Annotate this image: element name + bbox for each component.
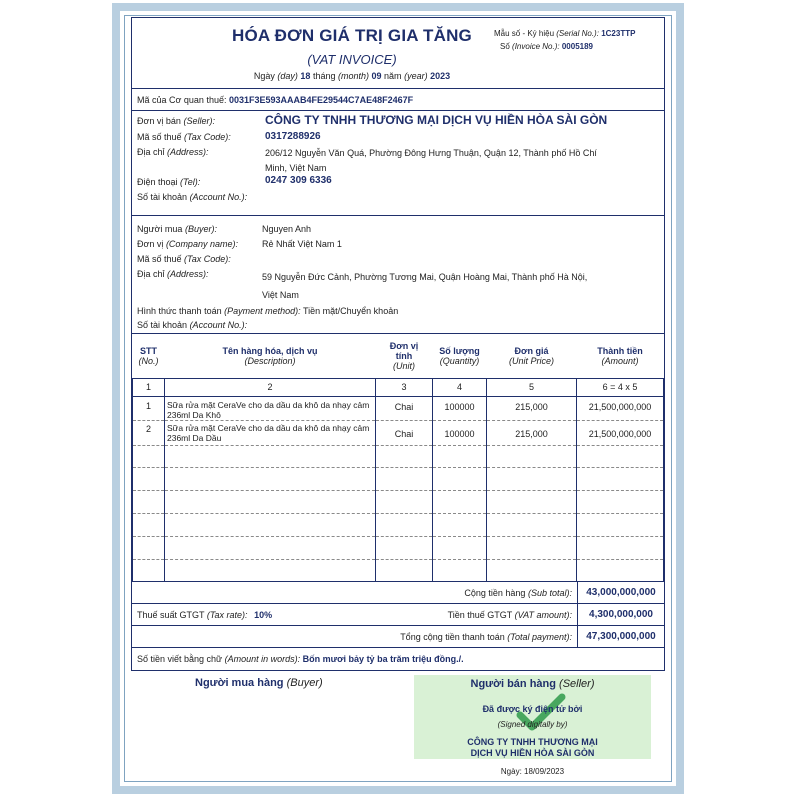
index-cell: 5 (487, 378, 577, 396)
tax-authority-code: 0031F3E593AAAB4FE29544C7AE48F2467F (228, 94, 414, 105)
seller-account-label (137, 192, 247, 202)
company-label-en: (Company name): (165, 239, 238, 249)
index-cell: 4 (433, 378, 487, 396)
buyer-signature-vi: Người mua hàng (195, 677, 284, 689)
buyer-tax-label-en: (Tax Code): (184, 254, 231, 264)
total-label (132, 632, 577, 642)
buyer-label (137, 224, 217, 234)
row-desc: Sữa rửa mặt CeraVe cho da dầu da khô da nhạy cảm 236ml Da Khô (165, 396, 376, 420)
buyer-address-line1: 59 Nguyễn Đức Cảnh, Phường Tương Mai, Quận Hoàng Mai, Thành phố Hà Nội, (262, 272, 588, 282)
signed-digitally-vi: Đã được ký điện tử bởi (482, 704, 583, 714)
buyer-company: Rẻ Nhất Việt Nam 1 (262, 239, 342, 249)
invoice-document (131, 17, 665, 791)
date-year-label: năm (384, 71, 402, 81)
subtotal-label (132, 588, 577, 598)
words-value: Bốn mươi bảy tỷ ba trăm triệu đồng./. (302, 654, 464, 664)
table-empty-row (133, 559, 664, 581)
company-label-vi: Đơn vị (137, 239, 164, 249)
invoice-header (131, 17, 665, 88)
payment-label-en: (Payment method): (224, 306, 301, 316)
date-year-en: (year) (404, 71, 428, 81)
table-empty-row (133, 490, 664, 513)
header-no-vi: STT (140, 345, 157, 356)
index-cell: 3 (376, 378, 433, 396)
words-label-en: (Amount in words): (224, 654, 301, 664)
row-no: 1 (133, 396, 165, 420)
invoice-date (132, 71, 572, 81)
signer-name-line2: DỊCH VỤ HIỀN HÒA SÀI GÒN (470, 748, 595, 758)
buyer-tax-label (137, 254, 231, 264)
seller-address-label-en: (Address): (167, 147, 209, 157)
seller-address-label (137, 147, 209, 157)
total-label-en: (Total payment): (507, 631, 572, 642)
row-no: 2 (133, 420, 165, 445)
seller-tax-label-en: (Tax Code): (184, 132, 231, 142)
header-price-en: (Unit Price) (508, 355, 554, 366)
serial-block (494, 27, 635, 53)
date-year: 2023 (430, 71, 451, 81)
row-amount: 21,500,000,000 (577, 396, 664, 420)
header-desc (165, 334, 376, 378)
table-row (133, 420, 664, 445)
seller-section (131, 110, 665, 215)
totals-section (131, 581, 665, 671)
date-month-label: tháng (312, 71, 336, 81)
amount-in-words-row (132, 647, 664, 670)
table-empty-row (133, 513, 664, 536)
header-unit-en: (Unit) (393, 360, 415, 371)
header-no (133, 334, 165, 378)
payment-label-vi: Hình thức thanh toán (137, 306, 222, 316)
date-prefix: Ngày (253, 71, 275, 81)
buyer-address-label-en: (Address): (167, 269, 209, 279)
serial-value: 1C23TTP (601, 29, 636, 38)
header-unit (376, 334, 433, 378)
buyer-address-label-vi: Địa chỉ (137, 269, 165, 279)
subtotal-row (132, 582, 664, 603)
invoice-subtitle: (VAT INVOICE) (307, 52, 397, 67)
seller-tax-label (137, 132, 231, 142)
buyer-address-line2: Việt Nam (262, 290, 299, 300)
buyer-address-label (137, 269, 209, 279)
header-desc-vi: Tên hàng hóa, dịch vụ (222, 345, 318, 356)
subtotal-value: 43,000,000,000 (577, 582, 664, 603)
table-empty-row (133, 445, 664, 467)
buyer-tax-label-vi: Mã số thuế (137, 254, 182, 264)
serial-label-en: (Serial No.): (556, 29, 599, 38)
buyer-account-label (137, 320, 247, 330)
row-qty: 100000 (433, 396, 487, 420)
words-label-vi: Số tiền viết bằng chữ (137, 654, 223, 664)
buyer-signature-label (195, 677, 323, 689)
tax-authority-row (131, 88, 665, 110)
header-desc-en: (Description) (244, 355, 296, 366)
index-cell: 6 = 4 x 5 (577, 378, 664, 396)
digital-signature-box (414, 675, 651, 759)
seller-address (265, 146, 597, 176)
seller-signature-en: (Seller) (559, 678, 595, 690)
invoice-number-label-en: (Invoice No.): (512, 42, 560, 51)
row-desc: Sữa rửa mặt CeraVe cho da dầu da khô da nhạy cảm 236ml Da Dầu (165, 420, 376, 445)
header-price-vi: Đơn giá (514, 345, 549, 356)
seller-address-label-vi: Địa chỉ (137, 147, 165, 157)
company-label (137, 239, 238, 249)
signed-digitally-en: (Signed digitally by) (497, 720, 568, 729)
seller-signature-vi: Người bán hàng (470, 678, 556, 690)
payment-value: Tiền mặt/Chuyển khoản (302, 306, 399, 316)
row-unit: Chai (376, 420, 433, 445)
vat-rate (132, 610, 337, 620)
total-value: 47,300,000,000 (577, 626, 664, 647)
vat-rate-value: 10% (254, 609, 273, 620)
table-header-row (133, 334, 664, 378)
buyer-account-label-vi: Số tài khoản (137, 320, 188, 330)
vat-amount-label (337, 610, 577, 620)
buyer-label-en: (Buyer): (184, 224, 217, 234)
date-day: 18 (300, 71, 311, 81)
seller-phone: 0247 309 6336 (265, 175, 332, 186)
signature-date: Ngày: 18/09/2023 (500, 767, 565, 776)
invoice-number-line (494, 40, 635, 53)
invoice-title: HÓA ĐƠN GIÁ TRỊ GIA TĂNG (232, 26, 472, 45)
row-amount: 21,500,000,000 (577, 420, 664, 445)
signature-section (131, 671, 665, 791)
seller-account-label-vi: Số tài khoản (137, 192, 188, 202)
tax-authority-label: Mã của Cơ quan thuế: (137, 94, 227, 105)
header-amount-vi: Thành tiền (597, 345, 643, 356)
seller-name-label-en: (Seller): (183, 116, 215, 126)
table-row (133, 396, 664, 420)
total-label-vi: Tổng cộng tiền thanh toán (400, 631, 505, 642)
vat-amount-label-en: (VAT amount): (514, 609, 572, 620)
vat-rate-label-vi: Thuế suất GTGT (137, 609, 205, 620)
table-empty-row (133, 467, 664, 490)
serial-line (494, 27, 635, 40)
subtotal-label-en: (Sub total): (527, 587, 572, 598)
payment-method (137, 306, 398, 316)
header-price (487, 334, 577, 378)
vat-row (132, 603, 664, 625)
vat-amount-label-vi: Tiền thuế GTGT (447, 609, 513, 620)
vat-amount-value: 4,300,000,000 (577, 604, 664, 625)
total-row (132, 625, 664, 647)
seller-address-line2: Minh, Việt Nam (265, 163, 327, 173)
amount-in-words (132, 654, 464, 664)
seller-signature-label (414, 678, 651, 690)
header-amount (577, 334, 664, 378)
header-no-en: (No.) (138, 355, 159, 366)
seller-name: CÔNG TY TNHH THƯƠNG MẠI DỊCH VỤ HIỀN HÒA SÀI GÒN (265, 113, 608, 127)
items-table (132, 334, 664, 581)
buyer-signature-en: (Buyer) (286, 677, 323, 689)
header-unit-vi: Đơn vị tính (389, 340, 419, 361)
buyer-section (131, 215, 665, 333)
header-amount-en: (Amount) (601, 355, 639, 366)
index-cell: 1 (133, 378, 165, 396)
seller-tax-label-vi: Mã số thuế (137, 132, 182, 142)
seller-name-label (137, 116, 215, 126)
seller-address-line1: 206/12 Nguyễn Văn Quá, Phường Đông Hưng Thuận, Quận 12, Thành phố Hồ Chí (265, 148, 597, 158)
serial-label: Mẫu số - Ký hiệu (494, 29, 555, 38)
date-month: 09 (371, 71, 382, 81)
table-index-row (133, 378, 664, 396)
seller-name-label-vi: Đơn vị bán (137, 116, 181, 126)
signer-name-line1: CÔNG TY TNHH THƯƠNG MẠI (467, 737, 598, 747)
invoice-number-label: Số (500, 42, 510, 51)
index-cell: 2 (165, 378, 376, 396)
subtotal-label-vi: Cộng tiền hàng (464, 587, 526, 598)
items-table-wrap (131, 333, 665, 581)
buyer-address (262, 268, 587, 304)
seller-tax-code: 0317288926 (265, 131, 321, 142)
signer-name (414, 737, 651, 759)
seller-phone-label-vi: Điện thoại (137, 177, 178, 187)
buyer-account-label-en: (Account No.): (189, 320, 248, 330)
date-day-en: (day) (277, 71, 298, 81)
seller-phone-label (137, 177, 200, 187)
row-unit: Chai (376, 396, 433, 420)
buyer-name: Nguyen Anh (262, 224, 312, 234)
date-month-en: (month) (337, 71, 369, 81)
invoice-number-value: 0005189 (561, 42, 593, 51)
row-price: 215,000 (487, 420, 577, 445)
vat-rate-label-en: (Tax rate): (206, 609, 248, 620)
header-qty-en: (Quantity) (439, 355, 480, 366)
seller-phone-label-en: (Tel): (180, 177, 201, 187)
table-empty-row (133, 536, 664, 559)
row-price: 215,000 (487, 396, 577, 420)
row-qty: 100000 (433, 420, 487, 445)
header-qty-vi: Số lượng (439, 345, 480, 356)
buyer-label-vi: Người mua (137, 224, 183, 234)
seller-account-label-en: (Account No.): (189, 192, 248, 202)
header-qty (433, 334, 487, 378)
